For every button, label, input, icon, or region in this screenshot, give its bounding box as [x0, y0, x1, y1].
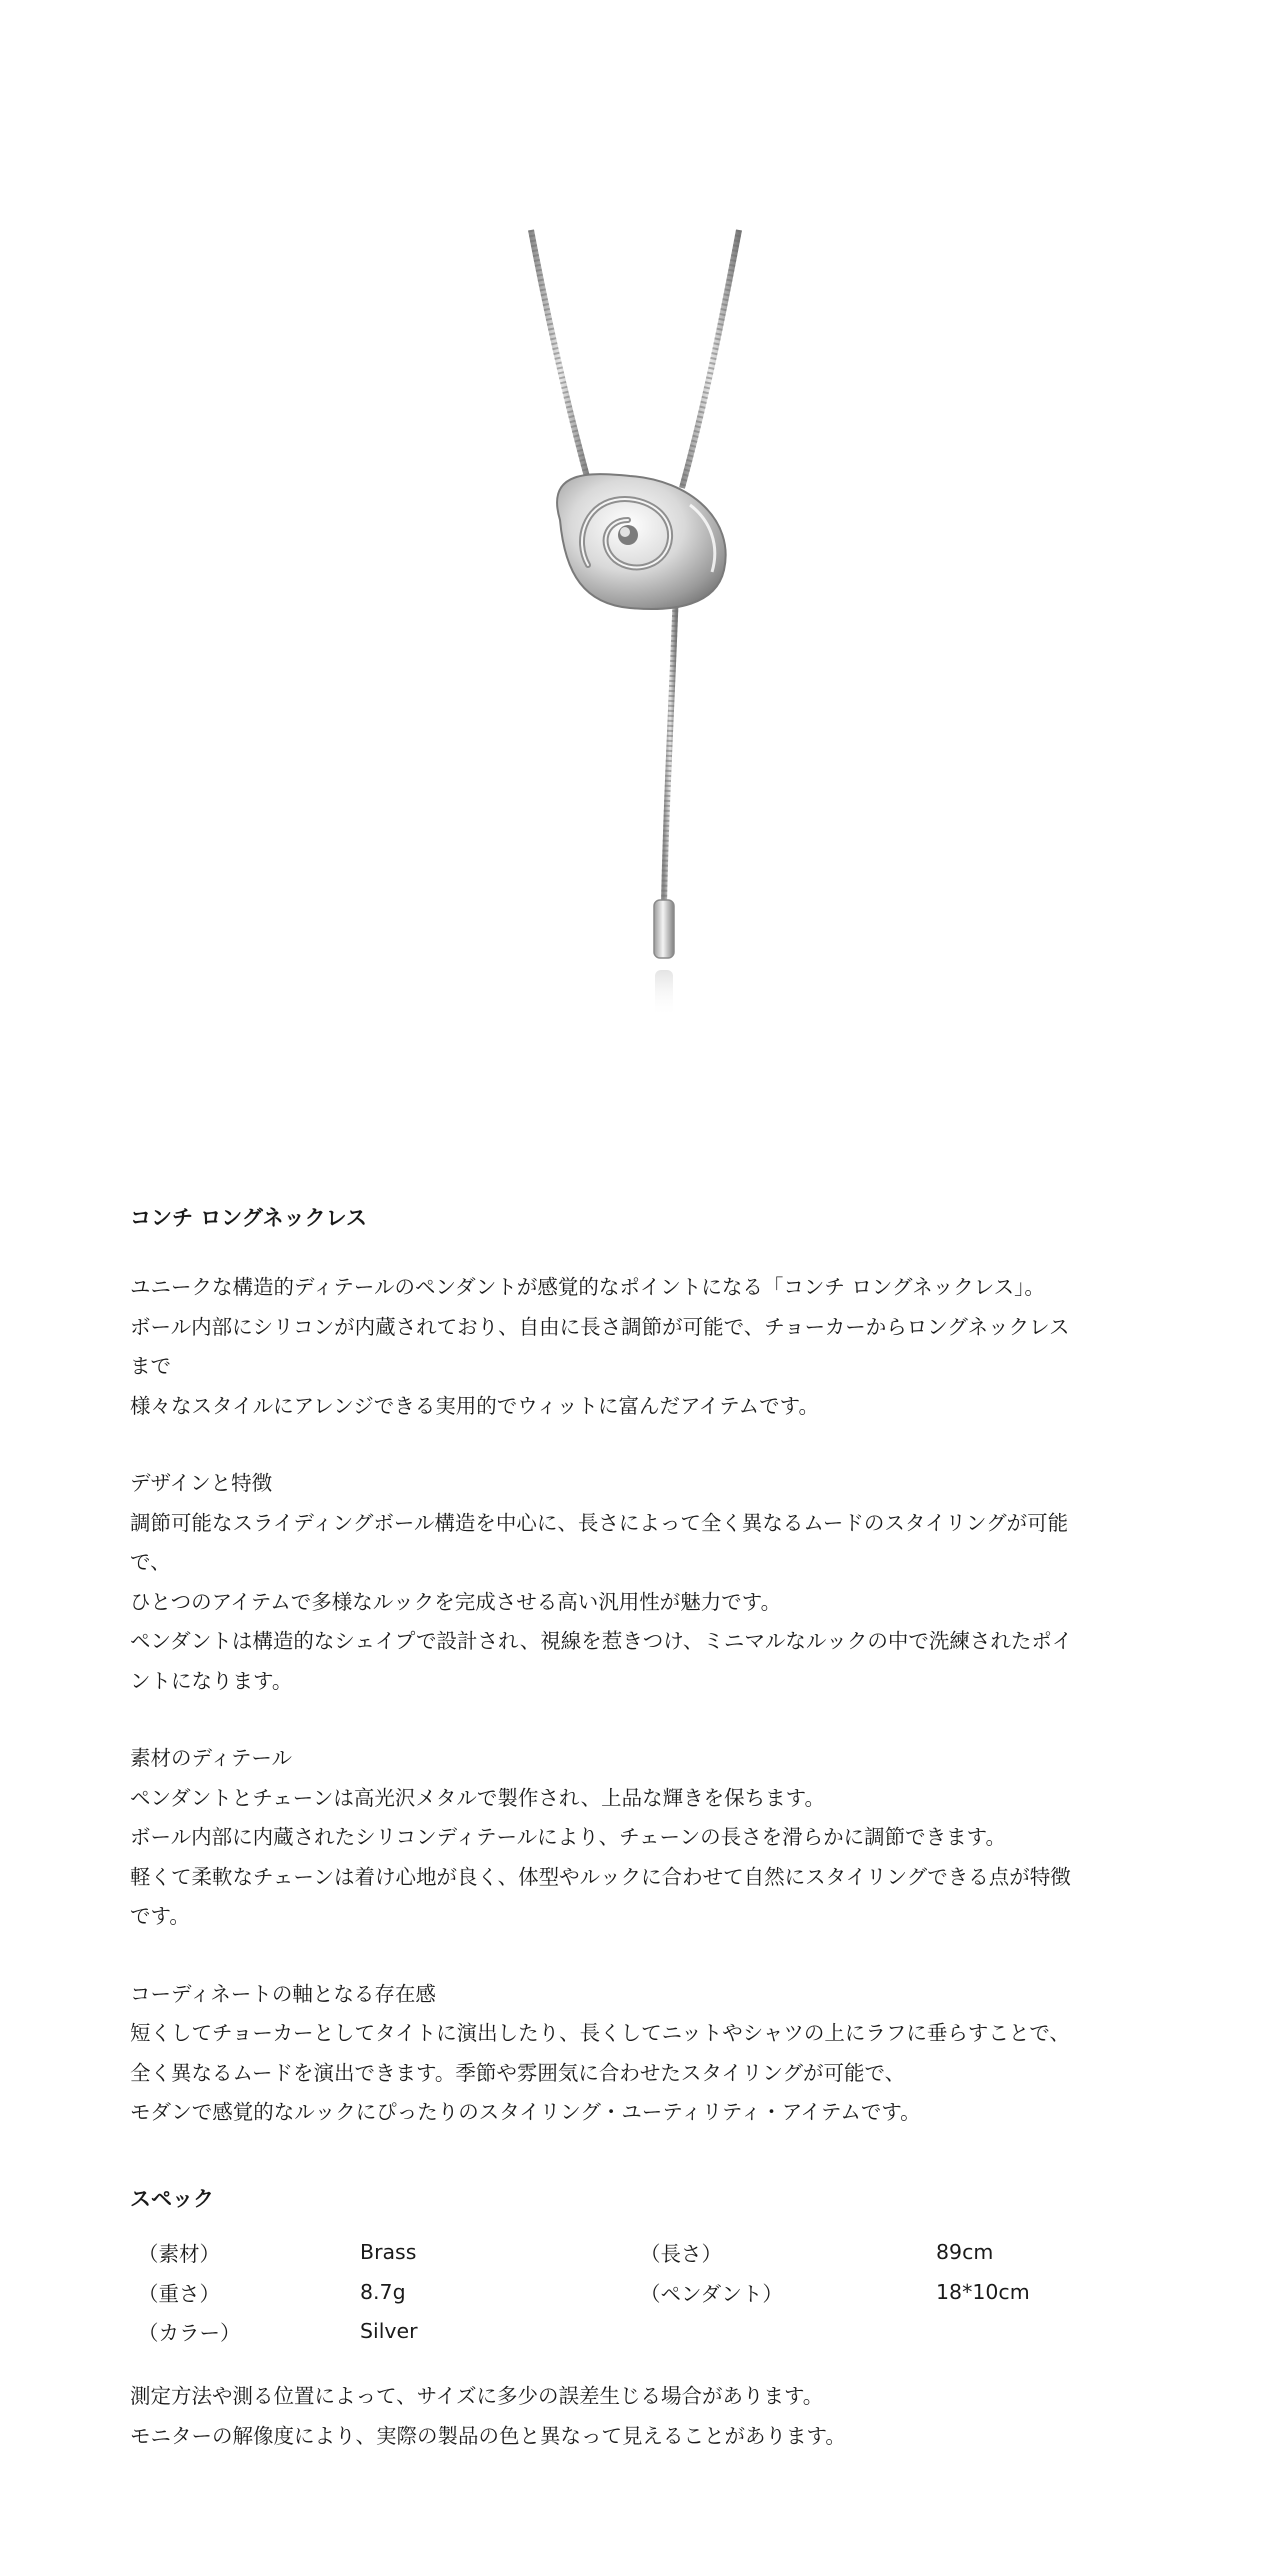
- notes-paragraph: [130, 2377, 1140, 2456]
- intro-line: ボール内部にシリコンが内蔵されており、自由に長さ調節が可能で、チョーカーからロングネックレス: [130, 1314, 1070, 1339]
- intro-line: まで: [130, 1354, 171, 1378]
- intro-paragraph: [130, 1268, 1140, 1426]
- product-title: コンチ ロングネックレス: [130, 1206, 368, 1230]
- design-line: で、: [130, 1550, 171, 1574]
- material-line: です。: [130, 1904, 190, 1928]
- spec-value: 8.7g: [360, 2279, 406, 2304]
- spec-label: （ペンダント）: [640, 2281, 783, 2306]
- snail-shell-pendant-necklace-photo: [0, 0, 1266, 1120]
- spec-label: （長さ）: [640, 2242, 722, 2267]
- design-line: ペンダントは構造的なシェイプで設計され、視線を惹きつけ、ミニマルなルックの中で洗練されたポイ: [130, 1629, 1073, 1653]
- spec-label: （カラー）: [138, 2321, 241, 2346]
- spec-label: （素材）: [138, 2242, 220, 2267]
- design-line: 調節可能なスライディングボール構造を中心に、長さによって全く異なるムードのスタイリングが可能: [130, 1510, 1069, 1535]
- note-line: モニターの解像度により、実際の製品の色と異なって見えることがあります。: [130, 2423, 846, 2448]
- spec-label: [640, 2312, 936, 2352]
- coordinate-paragraph: [130, 2014, 1140, 2133]
- design-line: ひとつのアイテムで多様なルックを完成させる高い汎用性が魅力です。: [130, 1589, 782, 1614]
- spec-value: Brass: [360, 2240, 417, 2265]
- section-heading-design: デザインと特徴: [130, 1471, 273, 1495]
- coordinate-line: 短くしてチョーカーとしてタイトに演出したり、長くしてニットやシャツの上にラフに垂らすことで、: [130, 2021, 1070, 2045]
- spec-row: [130, 2312, 1136, 2352]
- section-heading-material: 素材のディテール: [130, 1746, 292, 1770]
- section-heading-coordinate: コーディネートの軸となる存在感: [130, 1981, 436, 2006]
- intro-line: ユニークな構造的ディテールのペンダントが感覚的なポイントになる「コンチ ロングネックレス」。: [130, 1275, 1045, 1299]
- product-description: [130, 1198, 1140, 2456]
- spec-value: Silver: [360, 2319, 418, 2344]
- design-paragraph: [130, 1504, 1140, 1702]
- spec-title: スペック: [130, 2186, 214, 2211]
- material-line: ボール内部に内蔵されたシリコンディテールにより、チェーンの長さを滑らかに調節できます。: [130, 1825, 1006, 1849]
- coordinate-line: 全く異なるムードを演出できます。季節や雰囲気に合わせたスタイリングが可能で、: [130, 2060, 906, 2085]
- product-image: [0, 0, 1266, 1120]
- material-paragraph: [130, 1779, 1140, 1937]
- shell-pendant: [557, 474, 726, 609]
- spec-table: [130, 2233, 1136, 2352]
- material-line: 軽くて柔軟なチェーンは着け心地が良く、体型やルックに合わせて自然にスタイリングできる点が特徴: [130, 1864, 1071, 1889]
- spec-value: 18*10cm: [936, 2279, 1030, 2304]
- spec-value: [936, 2312, 1136, 2352]
- note-line: 測定方法や測る位置によって、サイズに多少の誤差生じる場合があります。: [130, 2384, 824, 2408]
- spec-row: [130, 2233, 1136, 2273]
- coordinate-line: モダンで感覚的なルックにぴったりのスタイリング・ユーティリティ・アイテムです。: [130, 2100, 921, 2124]
- intro-line: 様々なスタイルにアレンジできる実用的でウィットに富んだアイテムです。: [130, 1393, 820, 1418]
- chain-end-tip: [654, 900, 674, 958]
- spec-label: （重さ）: [138, 2281, 220, 2306]
- spec-row: [130, 2272, 1136, 2312]
- spec-value: 89cm: [936, 2240, 994, 2265]
- chain-drop: [664, 590, 676, 905]
- design-line: ントになります。: [130, 1668, 293, 1693]
- material-line: ペンダントとチェーンは高光沢メタルで製作され、上品な輝きを保ちます。: [130, 1785, 825, 1810]
